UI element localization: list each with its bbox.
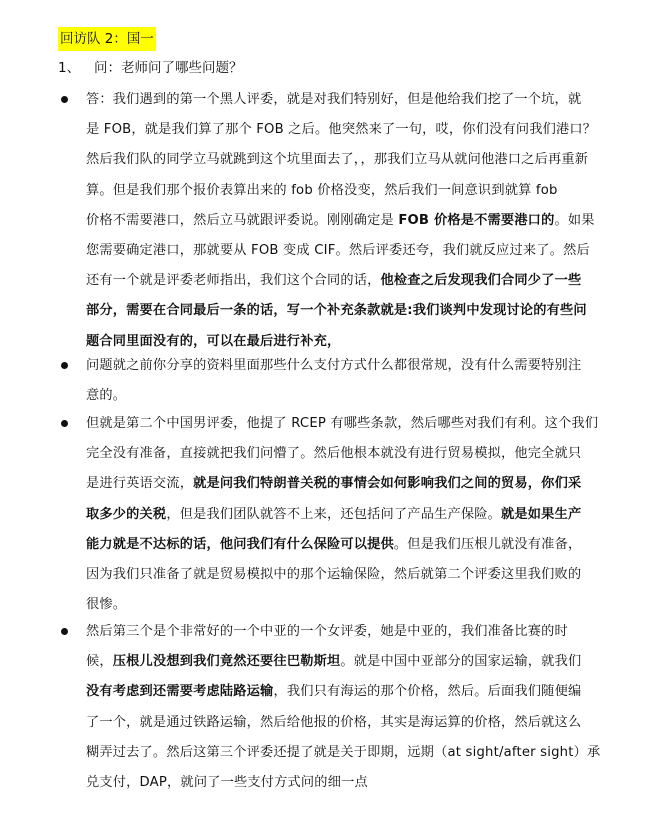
text-run: 但就是第二个中国男评委，他提了 RCEP 有哪些条款，然后哪些对我们有利。这个我们 — [86, 416, 599, 431]
text-line — [86, 647, 606, 677]
bold-run: 他检查之后发现我们合同少了一些 — [380, 273, 582, 289]
bold-run: 取多少的关税 — [86, 506, 167, 522]
question-number: 1、 — [58, 60, 81, 76]
text-run: 因为我们只准备了就是贸易模拟中的那个运输保险，然后就第二个评委这里我们败的 — [86, 566, 582, 582]
bullet-dot-icon — [61, 96, 68, 103]
text-run: 。但是我们压根儿就没有准备， — [393, 536, 582, 552]
text-line — [86, 738, 606, 768]
text-line — [86, 296, 606, 326]
text-line — [86, 469, 606, 499]
text-run: 。如果 — [554, 212, 595, 228]
text-line — [86, 85, 606, 115]
text-run: ，但是我们团队就答不上来，还包括问了产品生产保险。 — [166, 506, 502, 522]
bold-run: 部分，需要在合同最后一条的话，写一个补充条款就是:我们谈判中发现讨论的有些问 — [86, 303, 587, 319]
text-line — [86, 409, 606, 439]
text-line — [86, 206, 606, 236]
bullet-dot-icon — [61, 362, 68, 369]
bullet-text — [86, 617, 606, 798]
question-text: 问：老师问了哪些问题？ — [94, 60, 243, 76]
text-run: 然后第三个是个非常好的一个中亚的一个女评委，她是中亚的，我们准备比赛的时 — [86, 624, 568, 639]
text-line — [86, 560, 606, 590]
text-line — [86, 439, 606, 469]
text-line — [86, 351, 606, 381]
bullet-text — [86, 85, 606, 357]
bullet-text — [86, 409, 606, 620]
text-run: ，我们只有海运的那个价格，然后。后面我们随便编 — [273, 684, 582, 700]
text-run: 算。但是我们那个报价表算出来的 fob 价格没变，然后我们一间意识到就算 fob — [86, 182, 558, 198]
text-run: 很惨。 — [86, 597, 127, 613]
bold-run: 能力就是不达标的话，他问我们有什么保险可以提供 — [86, 536, 394, 552]
text-line — [86, 266, 606, 296]
bold-run: 压根儿没想到我们竟然还要往巴勒斯坦 — [112, 654, 341, 670]
text-line — [86, 590, 606, 620]
bullet-dot-icon — [61, 420, 68, 427]
text-line — [86, 500, 606, 530]
text-line — [86, 381, 606, 411]
bullet-dot-icon — [61, 628, 68, 635]
text-run: 糊弄过去了。然后这第三个评委还提了就是关于即期，远期（at sight/after sight）承 — [86, 744, 601, 760]
text-line — [86, 617, 606, 647]
text-run: 是进行英语交流， — [86, 476, 194, 492]
text-run: 还有一个就是评委老师指出，我们这个合同的话， — [86, 273, 381, 289]
text-line — [86, 145, 606, 175]
bold-run: 就是问我们特朗普关税的事情会如何影响我们之间的贸易，你们采 — [193, 476, 582, 492]
bullet-text — [86, 351, 606, 411]
text-line — [86, 236, 606, 266]
text-run: 候， — [86, 654, 113, 670]
text-run: 完全没有准备，直接就把我们问懵了。然后他根本就没有进行贸易模拟，他完全就只 — [86, 446, 582, 462]
text-run: 。就是中国中亚部分的国家运输，就我们 — [340, 654, 582, 670]
bold-run: 没有考虑到还需要考虑陆路运输 — [86, 684, 274, 700]
text-run: 意的。 — [86, 388, 127, 404]
text-run: 您需要确定港口，那就要从 FOB 变成 CIF。然后评委还夸，我们就反应过来了。然后 — [86, 242, 590, 258]
text-line — [86, 768, 606, 798]
text-line — [86, 176, 606, 206]
text-run: 价格不需要港口，然后立马就跟评委说。刚刚确定是 — [86, 212, 399, 228]
text-line — [86, 677, 606, 707]
text-run: 问题就之前你分享的资料里面那些什么支付方式什么都很常规，没有什么需要特别注 — [86, 358, 582, 373]
text-line — [86, 708, 606, 738]
bold-run: 题合同里面没有的，可以在最后进行补充， — [86, 333, 341, 349]
text-run: 答：我们遇到的第一个黑人评委，就是对我们特别好，但是他给我们挖了一个坑，就 — [86, 92, 582, 107]
text-run: 兑支付，DAP，就问了一些支付方式问的细一点 — [86, 774, 368, 790]
text-run: 是 FOB，就是我们算了那个 FOB 之后。他突然来了一句，哎，你们没有问我们港口？ — [86, 122, 597, 138]
text-line — [86, 530, 606, 560]
text-run: 了一个，就是通过铁路运输，然后给他报的价格，其实是海运算的价格，然后就这么 — [86, 714, 582, 730]
bold-run: 就是如果生产 — [501, 506, 582, 522]
question-line — [58, 56, 243, 80]
section-heading: 回访队 2：国一 — [58, 27, 156, 51]
text-run: 然后我们队的同学立马就跳到这个坑里面去了，，那我们立马从就问他港口之后再重新 — [86, 152, 589, 168]
bold-run: FOB 价格是不需要港口的 — [398, 212, 555, 228]
text-line — [86, 115, 606, 145]
